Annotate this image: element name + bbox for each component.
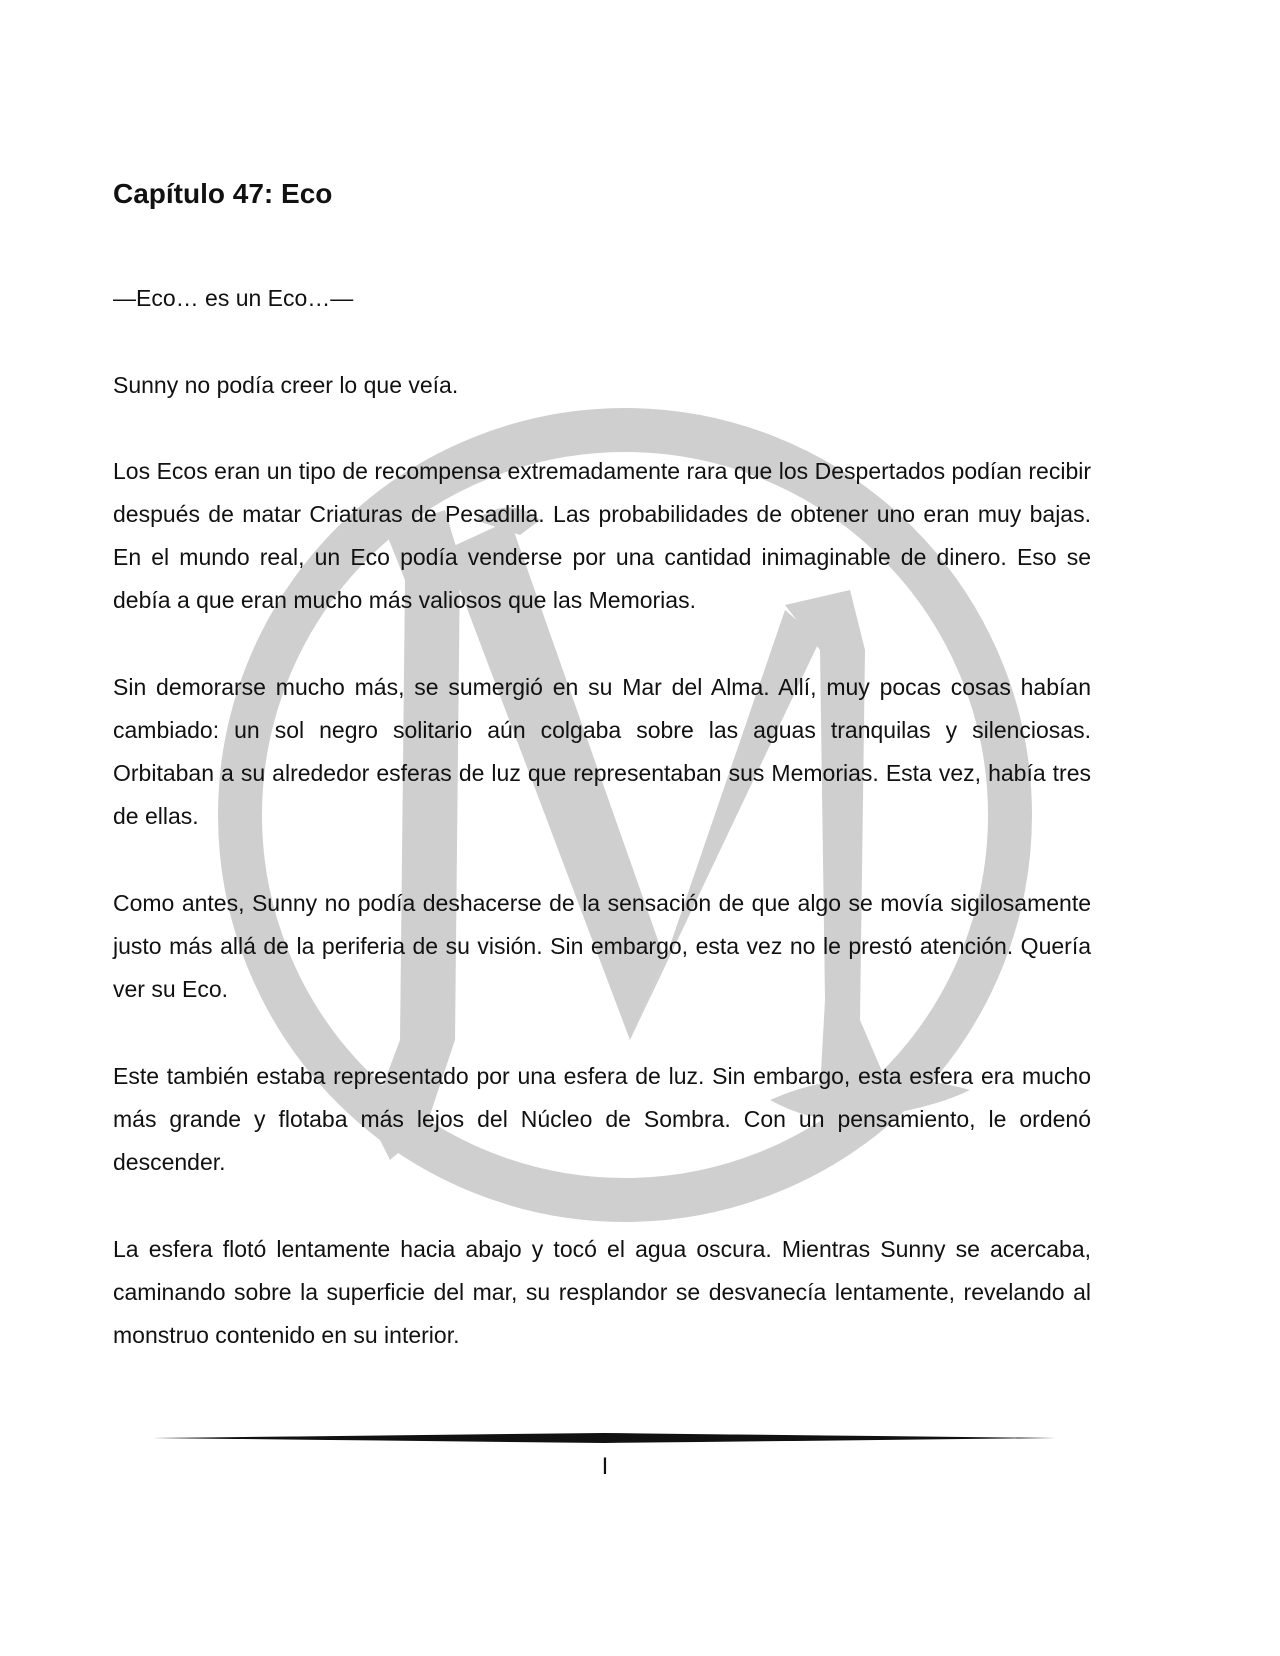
paragraph: Este también estaba representado por una esfera de luz. Sin embargo, esta esfera era mucho más grande y flotaba más lejos del Núcleo de Sombra. Con un pensamiento, le ordenó descender.	[113, 1063, 1091, 1175]
page-number: I	[601, 1453, 609, 1480]
paragraph: Como antes, Sunny no podía deshacerse de la sensación de que algo se movía sigilosamente justo más allá de la periferia de su visión. Sin embargo, esta vez no le prestó atención. Quería ver su Eco.	[113, 890, 1091, 1002]
paragraph: Sin demorarse mucho más, se sumergió en su Mar del Alma. Allí, muy pocas cosas habían cambiado: un sol negro solitario aún colgaba sobre las aguas tranquilas y silenciosas. Orbitaban a su alrededor esferas de luz que representaban sus Memorias. Esta vez, había tres de ellas.	[113, 674, 1091, 829]
chapter-title: Capítulo 47: Eco	[113, 178, 333, 209]
paragraph: Los Ecos eran un tipo de recompensa extremadamente rara que los Despertados podían recibir después de matar Criaturas de Pesadilla. Las probabilidades de obtener uno eran muy bajas. En el mundo real, un Eco podía venderse por una cantidad inimaginable de dinero. Eso se debía a que eran mucho más valiosos que las Memorias.	[113, 458, 1091, 613]
footer-divider	[152, 1432, 1056, 1444]
paragraph: —Eco… es un Eco…—	[113, 285, 354, 311]
paragraph: Sunny no podía creer lo que veía.	[113, 372, 459, 398]
paragraph: La esfera flotó lentamente hacia abajo y tocó el agua oscura. Mientras Sunny se acercaba, caminando sobre la superficie del mar, su resplandor se desvanecía lentamente, revelando al monstruo contenido en su interior.	[113, 1236, 1091, 1348]
